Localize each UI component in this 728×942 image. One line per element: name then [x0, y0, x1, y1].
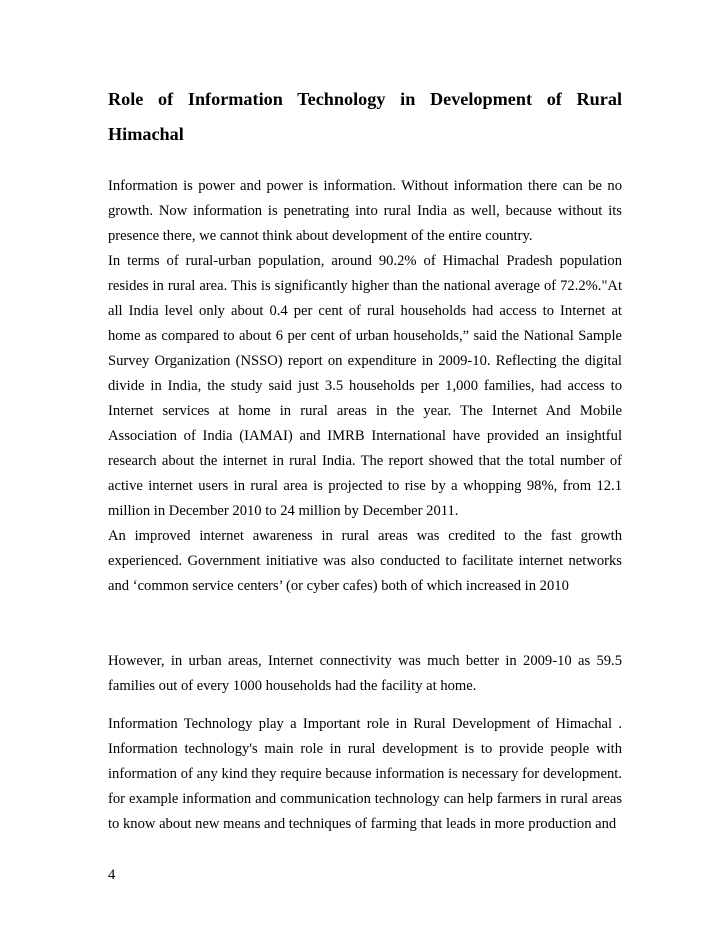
- page-number: 4: [108, 867, 116, 883]
- document-title: Role of Information Technology in Development of Rural Himachal: [108, 89, 622, 144]
- body-section-it-role: [108, 712, 622, 837]
- paragraph-urban-connectivity: However, in urban areas, Internet connectivity was much better in 2009-10 as 59.5 families out of every 1000 households had the facility at home.: [108, 653, 622, 694]
- paragraph-it-role: Information Technology play a Important role in Rural Development of Himachal . Information technology's main role in rural development is to provide people with information of any kind they require because information is necessary for development. for example information and communication technology can help farmers in rural areas to know about new means and techniques of farming that leads in more production and: [108, 716, 622, 832]
- body-section-urban: [108, 649, 622, 699]
- body-section-awareness: [108, 524, 622, 599]
- paragraph-rural-urban-population: In terms of rural-urban population, around 90.2% of Himachal Pradesh population resides in rural area. This is significantly higher than the national average of 72.2%."At all India level only about 0.4 per cent of rural households had access to Internet at home as compared to about 6 per cent of urban households,” said the National Sample Survey Organization (NSSO) report on expenditure in 2009-10. Reflecting the digital divide in India, the study said just 3.5 households per 1,000 families, had access to Internet services at home in rural areas in the year. The Internet And Mobile Association of India (IAMAI) and IMRB International have provided an insightful research about the internet in rural India. The report showed that the total number of active internet users in rural area is projected to rise by a whopping 98%, from 12.1 million in December 2010 to 24 million by December 2011.: [108, 253, 622, 519]
- paragraph-internet-awareness: An improved internet awareness in rural areas was credited to the fast growth experienced. Government initiative was also conducted to facilitate internet networks and ‘common service centers’ (or cyber cafes) both of which increased in 2010: [108, 528, 622, 594]
- paragraph-information-power: Information is power and power is information. Without information there can be no growth. Now information is penetrating into rural India as well, because without its presence there, we cannot think about development of the entire country.: [108, 178, 622, 244]
- body-section-intro: [108, 174, 622, 524]
